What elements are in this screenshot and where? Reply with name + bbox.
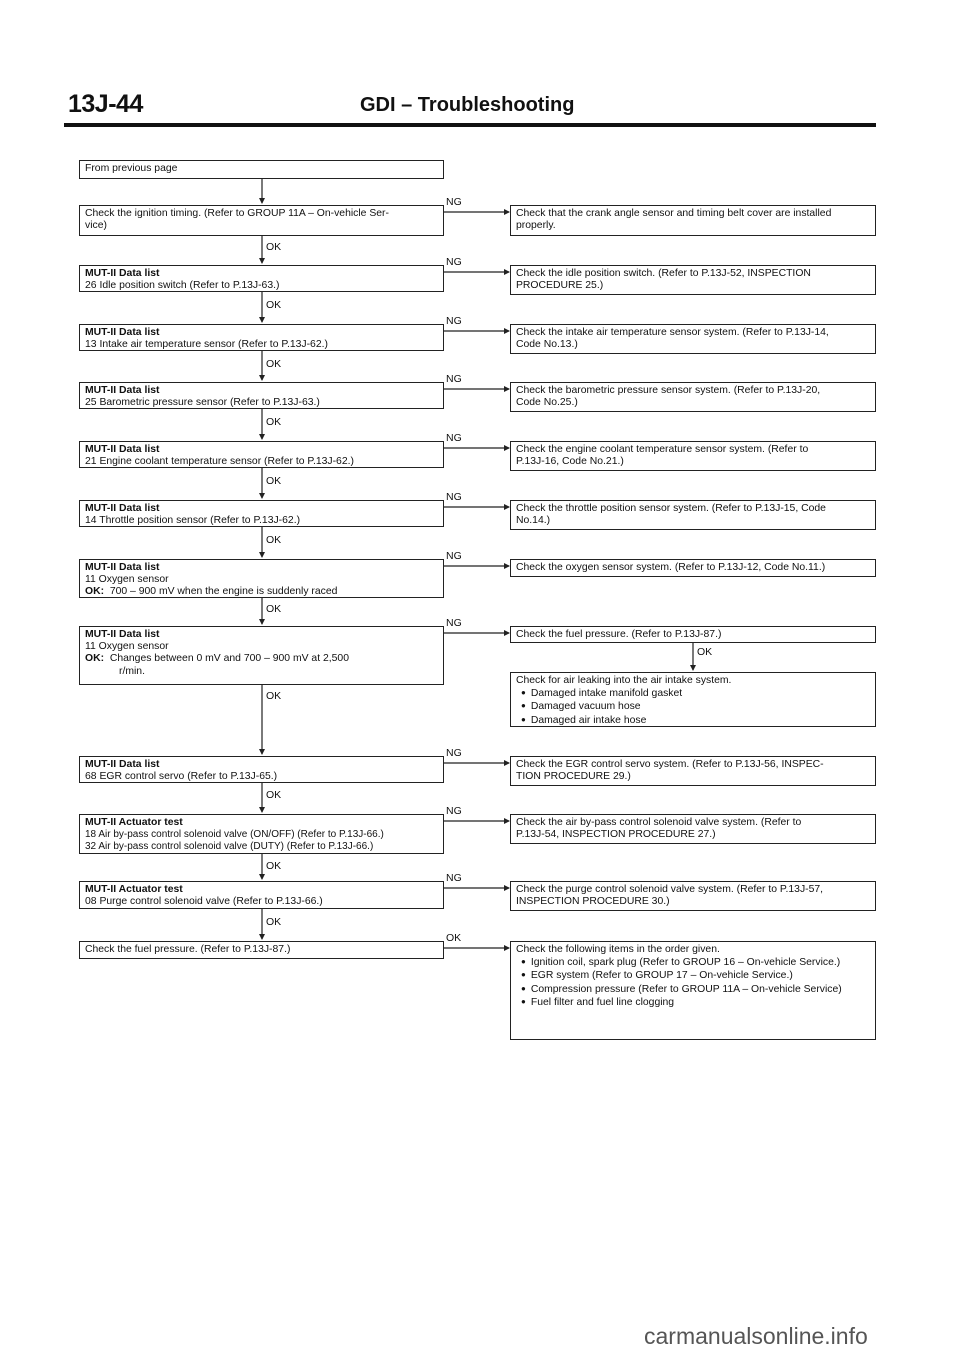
action-text: No.14.) bbox=[516, 515, 551, 527]
ng-label: NG bbox=[446, 491, 462, 503]
step-8-action-box bbox=[510, 626, 876, 643]
step-10-box bbox=[79, 814, 444, 854]
step-heading: MUT-II Data list bbox=[85, 327, 160, 338]
action-text: INSPECTION PROCEDURE 30.) bbox=[516, 896, 670, 908]
step-9-box bbox=[79, 756, 444, 783]
step-3-action-box bbox=[510, 324, 876, 354]
ok-label: OK bbox=[266, 299, 282, 311]
step-heading: MUT-II Data list bbox=[85, 562, 160, 573]
action-text: Check the intake air temperature sensor system. (Refer to P.13J-14, bbox=[516, 327, 829, 338]
ok-spec-text: 700 – 900 mV when the engine is suddenly raced bbox=[109, 586, 338, 598]
ok-label: OK bbox=[697, 646, 713, 658]
start-box bbox=[79, 160, 444, 179]
step-5-box bbox=[79, 441, 444, 468]
ok-label: OK bbox=[266, 603, 282, 615]
action-text: Check the fuel pressure. (Refer to P.13J-87.) bbox=[516, 629, 722, 640]
step-10-action-box bbox=[510, 814, 876, 844]
step-8-box bbox=[79, 626, 444, 685]
action-text: Code No.25.) bbox=[516, 397, 578, 409]
step-text: 68 EGR control servo (Refer to P.13J-65.) bbox=[85, 771, 278, 783]
ok-label: OK bbox=[266, 534, 282, 546]
ok-label: OK bbox=[266, 475, 282, 487]
step-text: 21 Engine coolant temperature sensor (Refer to P.13J-62.) bbox=[85, 456, 354, 468]
action-text: PROCEDURE 25.) bbox=[516, 280, 604, 292]
action-text: P.13J-54, INSPECTION PROCEDURE 27.) bbox=[516, 829, 716, 841]
step-7-action-box bbox=[510, 559, 876, 577]
step-2-action-box bbox=[510, 265, 876, 295]
ok-label: OK bbox=[266, 416, 282, 428]
ng-label: NG bbox=[446, 256, 462, 268]
air-leak-check-box bbox=[510, 672, 876, 727]
ng-label: NG bbox=[446, 315, 462, 327]
step-text: 18 Air by-pass control solenoid valve (ON/OFF) (Refer to P.13J-66.) bbox=[85, 829, 384, 841]
step-text: 11 Oxygen sensor bbox=[85, 574, 169, 586]
ok-label: OK bbox=[446, 932, 462, 944]
step-4-action-box bbox=[510, 382, 876, 412]
ok-label: OK bbox=[266, 860, 282, 872]
action-text: Check the engine coolant temperature sensor system. (Refer to bbox=[516, 444, 809, 455]
step-1-action-box bbox=[510, 205, 876, 236]
step-12-box bbox=[79, 941, 444, 959]
ok-label: OK bbox=[266, 789, 282, 801]
step-3-box bbox=[79, 324, 444, 351]
step-6-box bbox=[79, 500, 444, 527]
ng-label: NG bbox=[446, 373, 462, 385]
action-text: TION PROCEDURE 29.) bbox=[516, 771, 631, 783]
action-text: Check the air by-pass control solenoid valve system. (Refer to bbox=[516, 817, 802, 828]
check-item: ● Damaged intake manifold gasket bbox=[516, 687, 870, 700]
ok-label: OK bbox=[266, 241, 282, 253]
ok-spec-key: OK: bbox=[85, 586, 105, 598]
step-text: 08 Purge control solenoid valve (Refer to P.13J-66.) bbox=[85, 896, 323, 908]
step-heading: MUT-II Actuator test bbox=[85, 817, 183, 828]
step-5-action-box bbox=[510, 441, 876, 471]
ng-label: NG bbox=[446, 872, 462, 884]
step-text: Check the ignition timing. (Refer to GROUP 11A – On-vehicle Ser- bbox=[85, 208, 389, 219]
ng-label: NG bbox=[446, 805, 462, 817]
page-title: GDI – Troubleshooting bbox=[360, 94, 575, 116]
step-9-action-box bbox=[510, 756, 876, 786]
action-text: Check the throttle position sensor system. (Refer to P.13J-15, Code bbox=[516, 503, 826, 514]
step-text: vice) bbox=[85, 220, 107, 232]
start-text: From previous page bbox=[85, 163, 178, 174]
ng-label: NG bbox=[446, 550, 462, 562]
step-text: Check the fuel pressure. (Refer to P.13J-87.) bbox=[85, 944, 291, 955]
final-check-box bbox=[510, 941, 876, 1040]
step-text: 32 Air by-pass control solenoid valve (DUTY) (Refer to P.13J-66.) bbox=[85, 841, 374, 853]
step-heading: MUT-II Data list bbox=[85, 759, 160, 770]
action-text: Check the EGR control servo system. (Refer to P.13J-56, INSPEC- bbox=[516, 759, 824, 770]
action-text: Check the oxygen sensor system. (Refer to P.13J-12, Code No.11.) bbox=[516, 562, 826, 573]
action-text: Code No.13.) bbox=[516, 339, 578, 351]
step-heading: MUT-II Data list bbox=[85, 444, 160, 455]
ok-spec-text: Changes between 0 mV and 700 – 900 mV at 2,500 bbox=[109, 653, 349, 665]
step-heading: MUT-II Data list bbox=[85, 385, 160, 396]
ok-spec-key: OK: bbox=[85, 653, 105, 665]
action-text: properly. bbox=[516, 220, 556, 232]
step-1-box bbox=[79, 205, 444, 236]
step-heading: MUT-II Data list bbox=[85, 629, 160, 640]
ok-label: OK bbox=[266, 690, 282, 702]
check-item: ● EGR system (Refer to GROUP 17 – On-vehicle Service.) bbox=[516, 969, 870, 982]
ng-label: NG bbox=[446, 196, 462, 208]
step-text: 25 Barometric pressure sensor (Refer to P.13J-63.) bbox=[85, 397, 320, 409]
action-text: Check the purge control solenoid valve system. (Refer to P.13J-57, bbox=[516, 884, 824, 895]
step-heading: MUT-II Data list bbox=[85, 503, 160, 514]
ok-label: OK bbox=[266, 358, 282, 370]
check-item: ● Damaged vacuum hose bbox=[516, 700, 870, 713]
check-item: ● Compression pressure (Refer to GROUP 11A – On-vehicle Service) bbox=[516, 983, 870, 996]
step-text: 13 Intake air temperature sensor (Refer to P.13J-62.) bbox=[85, 339, 328, 351]
step-text: 14 Throttle position sensor (Refer to P.13J-62.) bbox=[85, 515, 301, 527]
action-text: P.13J-16, Code No.21.) bbox=[516, 456, 624, 468]
check-item: ● Fuel filter and fuel line clogging bbox=[516, 996, 870, 1009]
step-heading: MUT-II Actuator test bbox=[85, 884, 183, 895]
ng-label: NG bbox=[446, 617, 462, 629]
step-4-box bbox=[79, 382, 444, 409]
ng-label: NG bbox=[446, 432, 462, 444]
ng-label: NG bbox=[446, 747, 462, 759]
action-text: Check for air leaking into the air intake system. bbox=[516, 675, 732, 686]
step-7-box bbox=[79, 559, 444, 598]
check-item: ● Damaged air intake hose bbox=[516, 714, 870, 727]
step-11-action-box bbox=[510, 881, 876, 911]
action-text: Check the following items in the order given. bbox=[516, 944, 720, 955]
step-2-box bbox=[79, 265, 444, 292]
action-text: Check the idle position switch. (Refer to P.13J-52, INSPECTION bbox=[516, 268, 811, 279]
page-number: 13J-44 bbox=[68, 90, 143, 118]
step-11-box bbox=[79, 881, 444, 909]
step-text: 11 Oxygen sensor bbox=[85, 641, 169, 653]
action-text: Check the barometric pressure sensor system. (Refer to P.13J-20, bbox=[516, 385, 821, 396]
watermark: carmanualsonline.info bbox=[644, 1323, 868, 1349]
step-6-action-box bbox=[510, 500, 876, 530]
ok-spec-cont: r/min. bbox=[119, 665, 145, 677]
step-heading: MUT-II Data list bbox=[85, 268, 160, 279]
check-item: ● Ignition coil, spark plug (Refer to GROUP 16 – On-vehicle Service.) bbox=[516, 956, 870, 969]
ok-label: OK bbox=[266, 916, 282, 928]
step-text: 26 Idle position switch (Refer to P.13J-63.) bbox=[85, 280, 280, 292]
action-text: Check that the crank angle sensor and timing belt cover are installed bbox=[516, 208, 832, 219]
